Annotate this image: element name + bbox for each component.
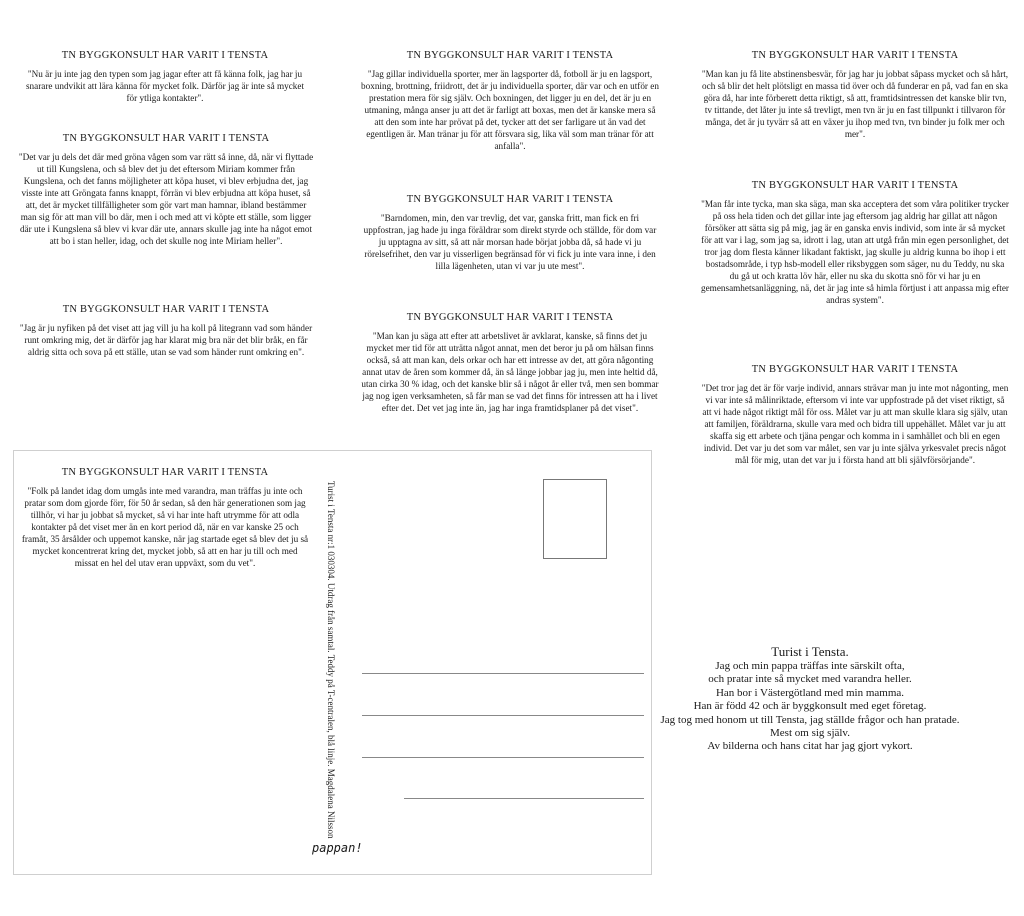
quote-block [18,133,314,247]
quote-heading: TN BYGGKONSULT HAR VARIT I TENSTA [751,180,959,191]
postcard-quote [20,467,310,569]
quote-heading: TN BYGGKONSULT HAR VARIT I TENSTA [61,467,269,478]
intro-line: och pratar inte så mycket med varandra heller. [708,673,912,686]
stamp-box [543,479,607,559]
address-line [362,757,644,758]
quote-heading: TN BYGGKONSULT HAR VARIT I TENSTA [61,50,269,61]
intro-line: Mest om sig själv. [770,727,850,740]
intro-line: Jag och min pappa träffas inte särskilt ofta, [715,660,905,672]
signature: pappan! [312,841,363,855]
address-line [362,715,644,716]
intro-line: Han är född 42 och är byggkonsult med eget företag. [693,700,927,713]
quote-block [700,50,1010,140]
quote-heading: TN BYGGKONSULT HAR VARIT I TENSTA [406,194,614,205]
postcard-side-text: Turist i Tensta nr:1 030304. Utdrag från samtal. Teddy på T-centralen, blå linje. Magdalena Nilsson [326,481,336,839]
quote-block [700,180,1010,306]
quote-block [700,364,1010,466]
quote-text: "Man får inte tycka, man ska säga, man ska acceptera det som våra politiker trycker på oss hela tiden och det gillar inte jag eftersom jag aldrig har gillat att någon försöker att sätta sig på mig, jag är en ganska envis individ, som inte är så mycket för att var i lag, som jag sa, idrott i lag, utan att utgå från min egen personlighet, det tror jag dom flesta känner likadant faktiskt, jag skulle ju aldrig kunna bo ihop i ett bostadsområde, i typ hsb-modell eller riksbyggen som säger, nu du Teddy, nu ska du gå ut och kratta löv här, eller nu ska du skotta snö för vi har ju en gemensamhetsanläggning, nä, det är jag inte så himla förtjust i att anpassa mig efter andras system". [701,199,1009,305]
quote-block [360,194,660,272]
quote-heading: TN BYGGKONSULT HAR VARIT I TENSTA [406,312,614,323]
quote-text: "Nu är ju inte jag den typen som jag jagar efter att få känna folk, jag har ju snarare undvikit att lära känna för mycket folk. Därför jag är inte så mycket för ytliga kontakter". [25,69,305,103]
quote-text: "Man kan ju få lite abstinensbesvär, för jag har ju jobbat såpass mycket och så hårt, och så blir det helt plötsligt en massa tid över och då funderar en på, vad fan en ska göra då, har inte förberett detta riktigt, så att, framtidsintressen det kanske blir tvn, tv tittande, det låter ju inte så trevligt, men tvn är ju en fast tillpunkt i tillvaron för många, det är ju tyvärr så att en växer ju ihop med tvn, tvn binder ju folk mer och mer". [701,69,1009,139]
address-line [362,673,644,674]
postcard [13,450,652,875]
quote-block [360,50,660,152]
intro-text [660,644,960,754]
quote-heading: TN BYGGKONSULT HAR VARIT I TENSTA [751,364,959,375]
quote-heading: TN BYGGKONSULT HAR VARIT I TENSTA [62,304,270,315]
intro-line: Jag tog med honom ut till Tensta, jag ställde frågor och han pratade. [660,713,960,726]
quote-text: "Man kan ju säga att efter att arbetslivet är avklarat, kanske, så finns det ju mycket mer tid för att uträtta något annat, men det beror ju på om hälsan finns också, så att man kan, dels orkar och har ett intresse av det, att göra någonting annat utav de åren som kommer då, än så länge jobbar jag ju, men inte heltid då, utan cirka 30 % idag, och det kanske blir så i något år eller två, men sen bommar jag nog igen verksamheten, så får man se vad det finns för intressen att ha i livet efter det. Det vet jag inte än, jag har inga framtidsplaner på det viset". [361,331,659,413]
intro-title: Turist i Tensta. [771,644,849,659]
quote-heading: TN BYGGKONSULT HAR VARIT I TENSTA [751,50,959,61]
quote-block [360,312,660,414]
quote-text: "Det var ju dels det där med gröna vågen som var rätt så inne, då, när vi flyttade ut till Kungslena, och så blev det ju det eftersom Miriam kommer från Kungslena, och det fanns möjligheter att köpa huset, vi blev erbjudna det, jag visste inte att Gröngata fanns knappt, förrän vi blev erbjudna att köpa huset, så att, det är mycket tillfälligheter som gör vart man hamnar, ibland bestämmer man sig för att man vill bo där, men i och med att vi köpte ett ställe, som ligger där ute i Kungslena så blev vi kvar där ute, annars skulle jag inte ha något emot att bo i stan heller, idag, och det skulle nog inte Miriam heller". [18,152,314,246]
quote-text: "Folk på landet idag dom umgås inte med varandra, man träffas ju inte och pratar som dom gjorde förr, för 50 år sedan, så den här generationen som jag tillhör, vi har ju jobbat så mycket, så vi har inte haft utrymme för att odla kontakter på det viset mer än en kort period då, när en var kanske 25 och framåt, 35 årsålder och uppemot kanske, när jag startade eget så blev det ju så mycket koncentrerat kring det, mycket jobb, så att en har ju till och med missat en hel del utav eran uppväxt, som du vet". [21,486,309,568]
quote-text: "Jag är ju nyfiken på det viset att jag vill ju ha koll på litegrann vad som händer runt omkring mig, det är därför jag har klarat mig bra när det blir bråk, en får aldrig sitta och sova på ett ställe, utan se vad som händer runt omkring en". [19,323,313,357]
quote-heading: TN BYGGKONSULT HAR VARIT I TENSTA [406,50,614,61]
quote-text: "Barndomen, min, den var trevlig, det var, ganska fritt, man fick en fri uppfostran, jag hade ju inga föräldrar som direkt styrde och ställde, för dom var ju upptagna av sitt, så att när morsan hade börjat jobba då, så hade vi ju rörelsefrihet, den var ju visserligen begränsad för vi fick ju inte vara inne, i den lilla lägenheten, utan vi var ju ute mest". [363,213,657,271]
intro-line: Av bilderna och hans citat har jag gjort vykort. [707,740,913,753]
address-line [404,798,644,799]
quote-text: "Det tror jag det är för varje individ, annars strävar man ju inte mot någonting, men vi var inte så målinriktade, eftersom vi inte var uppfostrade på det viset riktigt, så att vi hade något riktigt mål för oss. Målet var ju att man skulle klara sig själv, utan att familjen, föräldrarna, skulle vara med och bidra till uppehället. Målet var ju att skaffa sig ett arbete och tjäna pengar och komma in i samhället och bli en egen individ. Det var ju det som var målet, sen var ju inte själva yrkesvalet precis något mål för mig, utan det var ju i första hand att bli självförsörjande". [701,383,1009,465]
quote-block [18,304,314,358]
quote-block [20,50,310,104]
quote-heading: TN BYGGKONSULT HAR VARIT I TENSTA [62,133,270,144]
quote-text: "Jag gillar individuella sporter, mer än lagsporter då, fotboll är ju en lagsport, boxning, brottning, friidrott, det är ju individuella sporter, där var och en utför en prestation mera för sig själv. Och boxningen, det ligger ju en del, det är ju en utmaning, många anser ju att det är farligt att boxas, men det är kanske mera så att den som inte har prövat på det, tycker att det ser farligare ut än vad det egentligen är. Man tränar ju för att försvara sig, lika väl som man tränar för att anfalla". [361,69,659,151]
intro-line: Han bor i Västergötland med min mamma. [715,686,905,699]
